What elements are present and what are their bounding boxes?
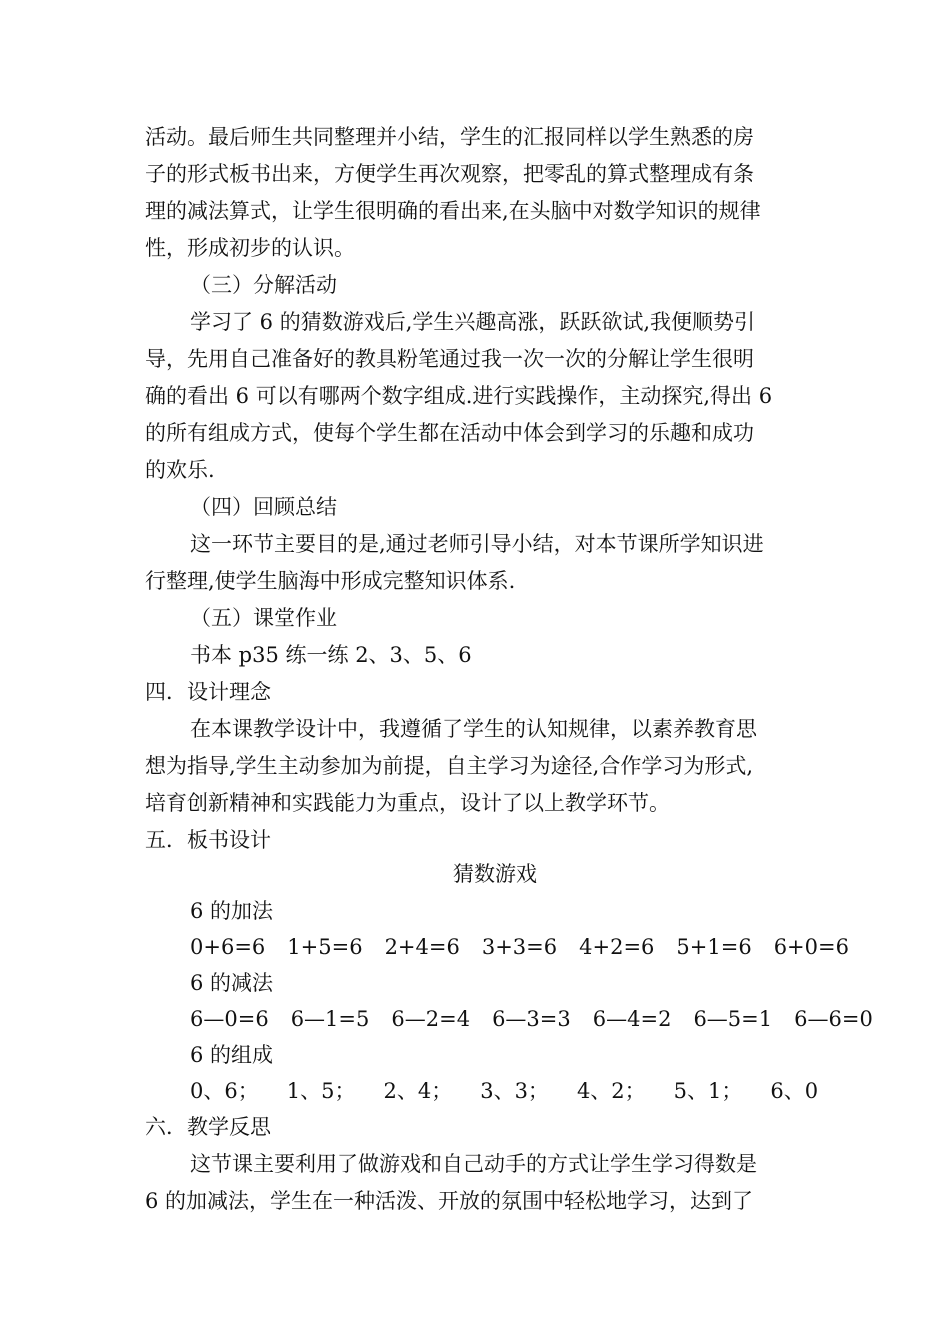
number-pair: 1、5； — [286, 1079, 356, 1103]
chapter-heading: 四．设计理念 — [145, 680, 271, 704]
number-pair: 5、1； — [673, 1079, 743, 1103]
equation: 6—1=5 — [290, 1007, 370, 1031]
section-heading: （三）分解活动 — [190, 273, 337, 297]
addition-equations — [190, 933, 849, 961]
equation: 6—4=2 — [592, 1007, 672, 1031]
paragraph-line: 的所有组成方式，使每个学生都在活动中体会到学习的乐趣和成功 — [145, 421, 754, 445]
paragraph-line: 培育创新精神和实践能力为重点，设计了以上教学环节。 — [145, 791, 670, 815]
paragraph-line: 确的看出 6 可以有哪两个数字组成.进行实践操作，主动探究,得出 6 — [145, 384, 773, 408]
board-subheading: 6 的减法 — [190, 971, 274, 995]
paragraph-line: 书本 p35 练一练 2、3、5、6 — [190, 643, 472, 667]
number-pair: 6、0 — [770, 1079, 819, 1103]
equation: 6—6=0 — [794, 1007, 873, 1031]
number-pair: 2、4； — [383, 1079, 453, 1103]
equation: 4+2=6 — [579, 935, 655, 959]
equation: 6—0=6 — [190, 1007, 269, 1031]
number-pair: 0、6； — [190, 1079, 259, 1103]
paragraph-line: 的欢乐. — [145, 458, 215, 482]
chapter-heading: 五．板书设计 — [145, 828, 271, 852]
paragraph-line: 导，先用自己准备好的教具粉笔通过我一次一次的分解让学生很明 — [145, 347, 754, 371]
chapter-heading: 六．教学反思 — [145, 1115, 271, 1139]
equation: 3+3=6 — [481, 935, 558, 959]
paragraph-line: 性，形成初步的认识。 — [145, 236, 355, 260]
equation: 2+4=6 — [384, 935, 460, 959]
board-subheading: 6 的组成 — [190, 1043, 274, 1067]
paragraph-line: 子的形式板书出来，方便学生再次观察，把零乱的算式整理成有条 — [145, 162, 754, 186]
equation: 6—5=1 — [693, 1007, 773, 1031]
subtraction-equations — [190, 1005, 873, 1033]
equation: 6—3=3 — [492, 1007, 571, 1031]
number-pair: 4、2； — [576, 1079, 646, 1103]
board-subheading: 6 的加法 — [190, 899, 274, 923]
section-heading: （五）课堂作业 — [190, 606, 337, 630]
equation: 1+5=6 — [287, 935, 363, 959]
number-pair: 3、3； — [480, 1079, 549, 1103]
equation: 6+0=6 — [773, 935, 849, 959]
section-heading: （四）回顾总结 — [190, 495, 337, 519]
equation: 6—2=4 — [391, 1007, 471, 1031]
paragraph-line: 活动。最后师生共同整理并小结，学生的汇报同样以学生熟悉的房 — [145, 125, 754, 149]
composition-pairs — [190, 1077, 818, 1105]
paragraph-line: 行整理,使学生脑海中形成完整知识体系. — [145, 569, 516, 593]
paragraph-line: 6 的加减法，学生在一种活泼、开放的氛围中轻松地学习，达到了 — [145, 1189, 754, 1213]
paragraph-line: 理的减法算式，让学生很明确的看出来,在头脑中对数学知识的规律 — [145, 199, 761, 223]
paragraph-line: 这节课主要利用了做游戏和自己动手的方式让学生学习得数是 — [190, 1152, 757, 1176]
paragraph-line: 想为指导,学生主动参加为前提，自主学习为途径,合作学习为形式, — [145, 754, 754, 778]
paragraph-line: 在本课教学设计中，我遵循了学生的认知规律，以素养教育思 — [190, 717, 757, 741]
paragraph-line: 学习了 6 的猜数游戏后,学生兴趣高涨，跃跃欲试,我便顺势引 — [190, 310, 756, 334]
board-title: 猜数游戏 — [453, 862, 537, 886]
paragraph-line: 这一环节主要目的是,通过老师引导小结，对本节课所学知识进 — [190, 532, 764, 556]
equation: 0+6=6 — [190, 935, 266, 959]
equation: 5+1=6 — [676, 935, 752, 959]
